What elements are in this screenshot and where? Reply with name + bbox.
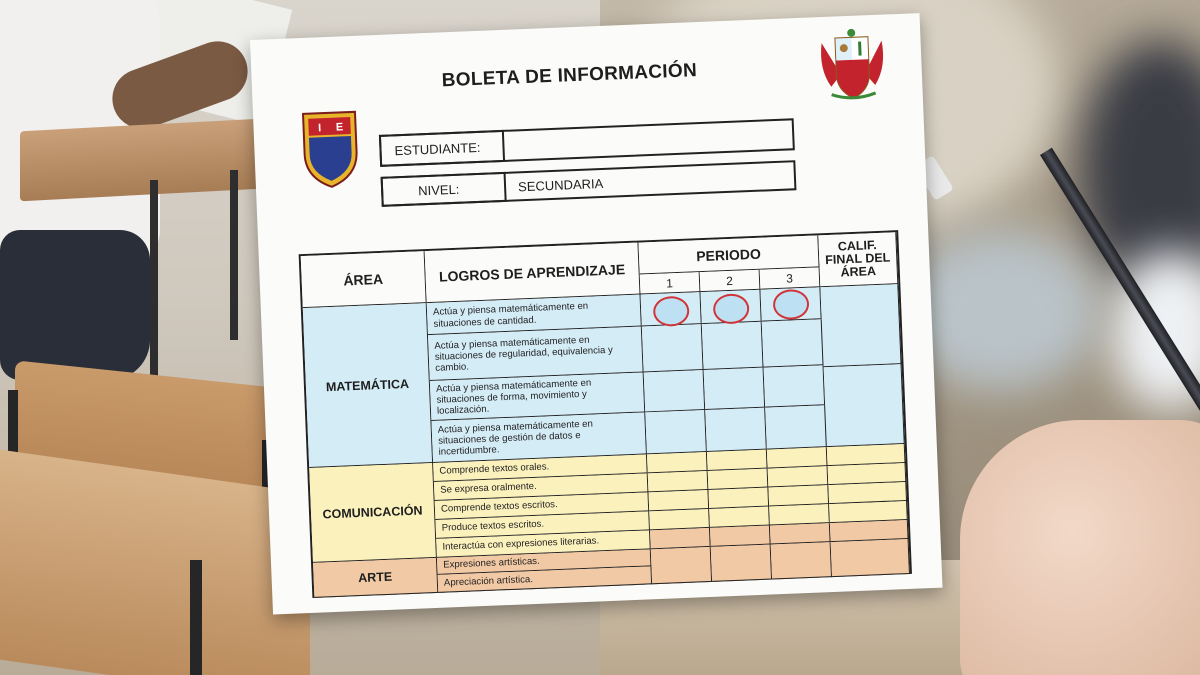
grades-table [299, 230, 912, 598]
period-2-header: 2 [700, 270, 761, 292]
grade-cell [707, 450, 768, 471]
school-crest-icon [299, 108, 362, 190]
grade-cell [702, 322, 764, 370]
grade-cell [642, 324, 704, 372]
nivel-label: NIVEL: [417, 181, 460, 199]
student-pants [0, 230, 150, 380]
final-grade-cell [820, 284, 901, 367]
area-arte: ARTE [313, 558, 438, 598]
grade-cell [651, 547, 712, 584]
crest-letter: I [317, 122, 322, 135]
estudiante-label: ESTUDIANTE: [394, 139, 481, 159]
grade-cell [711, 545, 772, 582]
calificacion-header: CALIF. FINAL DEL ÁREA [818, 232, 898, 287]
grade-cell [762, 319, 824, 367]
logro-comunicacion-1: Comprende textos orales. [433, 454, 648, 482]
grade-cell [705, 408, 767, 452]
periodo-header: PERIODO [638, 235, 819, 274]
desk [20, 119, 260, 202]
grade-cell [647, 452, 708, 473]
grade-cell [648, 471, 709, 492]
logro-comunicacion-3: Comprende textos escritos. [435, 492, 650, 520]
grade-cell [649, 509, 710, 530]
desk-leg [150, 180, 158, 380]
grade-cell [764, 365, 826, 407]
grade-cell [767, 447, 828, 468]
period-3-header: 3 [760, 267, 821, 289]
desk-leg [230, 170, 238, 340]
grade-cell [768, 466, 829, 487]
grade-cell [704, 368, 766, 410]
logro-arte-2: Apreciación artística. [438, 566, 653, 593]
logro-matematica-4: Actúa y piensa matemáticamente en situaciones de gestión de datos e incertidumbre. [431, 412, 647, 463]
grade-cell [709, 507, 770, 528]
logro-matematica-3: Actúa y piensa matemáticamente en situaciones de forma, movimiento y localización. [430, 372, 645, 421]
logro-comunicacion-2: Se expresa oralmente. [434, 473, 649, 501]
period-1-header: 1 [640, 272, 701, 294]
grade-cell [768, 485, 829, 506]
grade-cell [644, 370, 706, 412]
grade-cell [708, 488, 769, 509]
grade-cell [771, 542, 832, 579]
crest-letter: E [335, 121, 344, 134]
logro-matematica-1: Actúa y piensa matemáticamente en situaciones de cantidad. [427, 295, 642, 336]
grade-cell [770, 523, 831, 544]
nivel-value: SECUNDARIA [517, 175, 604, 195]
report-card-title: BOLETA DE INFORMACIÓN [441, 60, 698, 92]
grade-cell [645, 410, 707, 454]
area-comunicacion: COMUNICACIÓN [309, 463, 437, 563]
grade-cell [708, 469, 769, 490]
area-header: ÁREA [301, 251, 427, 308]
logro-arte-1: Expresiones artísticas. [437, 549, 652, 575]
grade-cell [648, 490, 709, 511]
grade-cell [710, 526, 771, 547]
logro-comunicacion-5: Interactúa con expresiones literarias. [436, 530, 651, 558]
logro-comunicacion-4: Produce textos escritos. [435, 511, 650, 539]
logro-matematica-2: Actúa y piensa matemáticamente en situaciones de regularidad, equivalencia y cambio. [428, 327, 644, 382]
area-matematica: MATEMÁTICA [303, 303, 433, 468]
writing-hand [960, 420, 1200, 675]
final-grade-cell [824, 364, 905, 447]
logros-header: LOGROS DE APRENDIZAJE [425, 243, 641, 304]
grade-cell [650, 528, 711, 549]
final-grade-cell [831, 539, 910, 577]
grade-cell [769, 504, 830, 525]
desk-frame [190, 560, 202, 675]
grade-cell [765, 405, 827, 449]
report-card [250, 13, 943, 614]
coat-of-arms-icon [815, 26, 890, 105]
